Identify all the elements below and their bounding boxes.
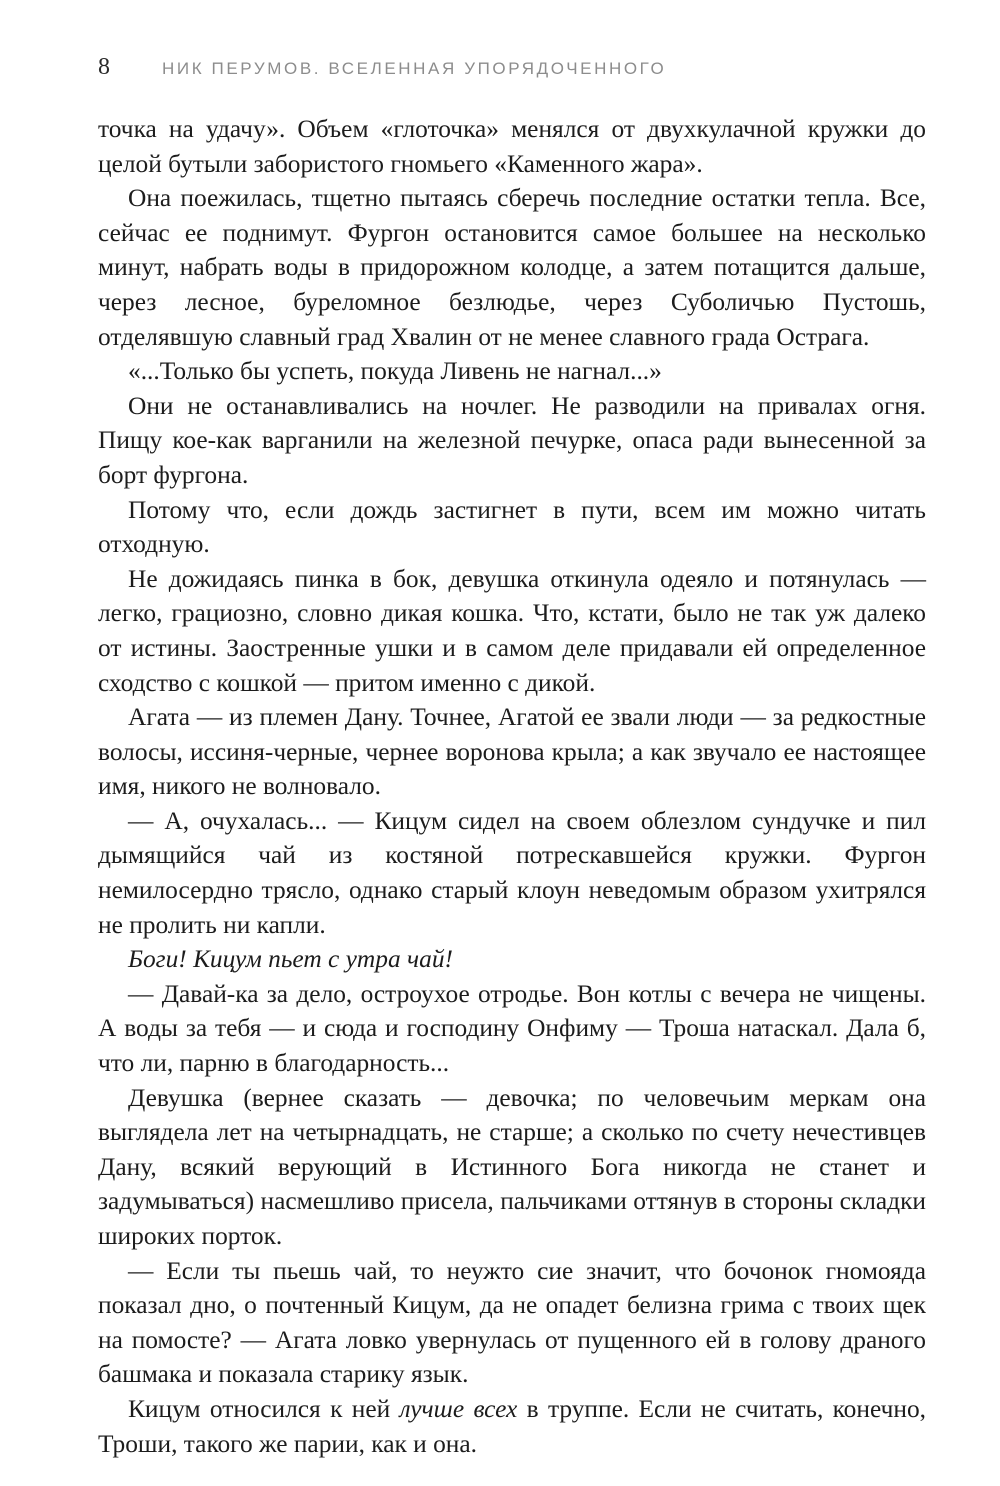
paragraph: точка на удачу». Объем «глоточка» менялся от двухкулачной кружки до целой бутыли забористого гномьего «Каменного жара». bbox=[98, 115, 926, 178]
paragraph: Девушка (вернее сказать — девочка; по человечьим меркам она выглядела лет на четырнадцать, не старше; а сколько по счету нечестивцев Дану, всякий верующий в Истинного Бога никогда не станет и задумываться) насмешливо присела, пальчиками оттянув в стороны складки широких порток. bbox=[98, 1083, 926, 1250]
paragraph: — Если ты пьешь чай, то неужто сие значит, что бочонок гномояда показал дно, о почтенный Кицум, да не опадет белизна грима с твоих щек на помосте? — Агата ловко увернулась от пущенного ей в голову драного башмака и показала старику язык. bbox=[98, 1256, 926, 1389]
running-head: НИК ПЕРУМОВ. ВСЕЛЕННАЯ УПОРЯДОЧЕННОГО bbox=[162, 59, 667, 78]
paragraph: «...Только бы успеть, покуда Ливень не нагнал...» bbox=[128, 357, 662, 386]
italic-text: лучше всех bbox=[399, 1394, 518, 1423]
paragraph bbox=[98, 1392, 926, 1461]
body-text bbox=[98, 112, 926, 1461]
page-number: 8 bbox=[98, 54, 110, 80]
paragraph: Они не останавливались на ночлег. Не разводили на привалах огня. Пищу кое-как варганили на железной печурке, опаса ради вынесенной за борт фургона. bbox=[98, 391, 926, 489]
paragraph: — А, очухалась... — Кицум сидел на своем облезлом сундучке и пил дымящийся чай из костяной потрескавшейся кружки. Фургон немилосердно трясло, однако старый клоун неведомым образом ухитрялся не пролить ни капли. bbox=[98, 806, 926, 939]
paragraph: Потому что, если дождь застигнет в пути, всем им можно читать отходную. bbox=[98, 495, 926, 559]
paragraph: — Давай-ка за дело, остроухое отродье. Вон котлы с вечера не чищены. А воды за тебя — и сюда и господину Онфиму — Троша натаскал. Дала б, что ли, парню в благодарность... bbox=[98, 979, 926, 1078]
paragraph-text-before: Кицум относился к ней bbox=[128, 1394, 400, 1423]
italic-text: Боги! Кицум пьет с утра чай! bbox=[128, 945, 453, 974]
paragraph-italic bbox=[98, 942, 926, 977]
page-header bbox=[98, 54, 898, 88]
paragraph: Не дожидаясь пинка в бок, девушка откинула одеяло и потянулась — легко, грациозно, словно дикая кошка. Что, кстати, было не так уж далеко от истины. Заостренные ушки и в самом деле придавали ей определенное сходство с кошкой — притом именно с дикой. bbox=[98, 564, 926, 697]
paragraph: Агата — из племен Дану. Точнее, Агатой ее звали люди — за редкостные волосы, иссиня-черные, чернее воронова крыла; а как звучало ее настоящее имя, никого не волновало. bbox=[98, 703, 926, 801]
paragraph: Она поежилась, тщетно пытаясь сберечь последние остатки тепла. Все, сейчас ее поднимут. Фургон остановится самое большее на несколько минут, набрать воды в придорожном колодце, а затем потащится дальше, через лесное, буреломное безлюдье, через Суболичью Пустошь, отделявшую славный град Хвалин от не менее славного града Острага. bbox=[98, 184, 926, 351]
paragraph-text-after: в труппе. Если не считать, конечно, Троши, такого же парии, как и она. bbox=[98, 1394, 926, 1458]
